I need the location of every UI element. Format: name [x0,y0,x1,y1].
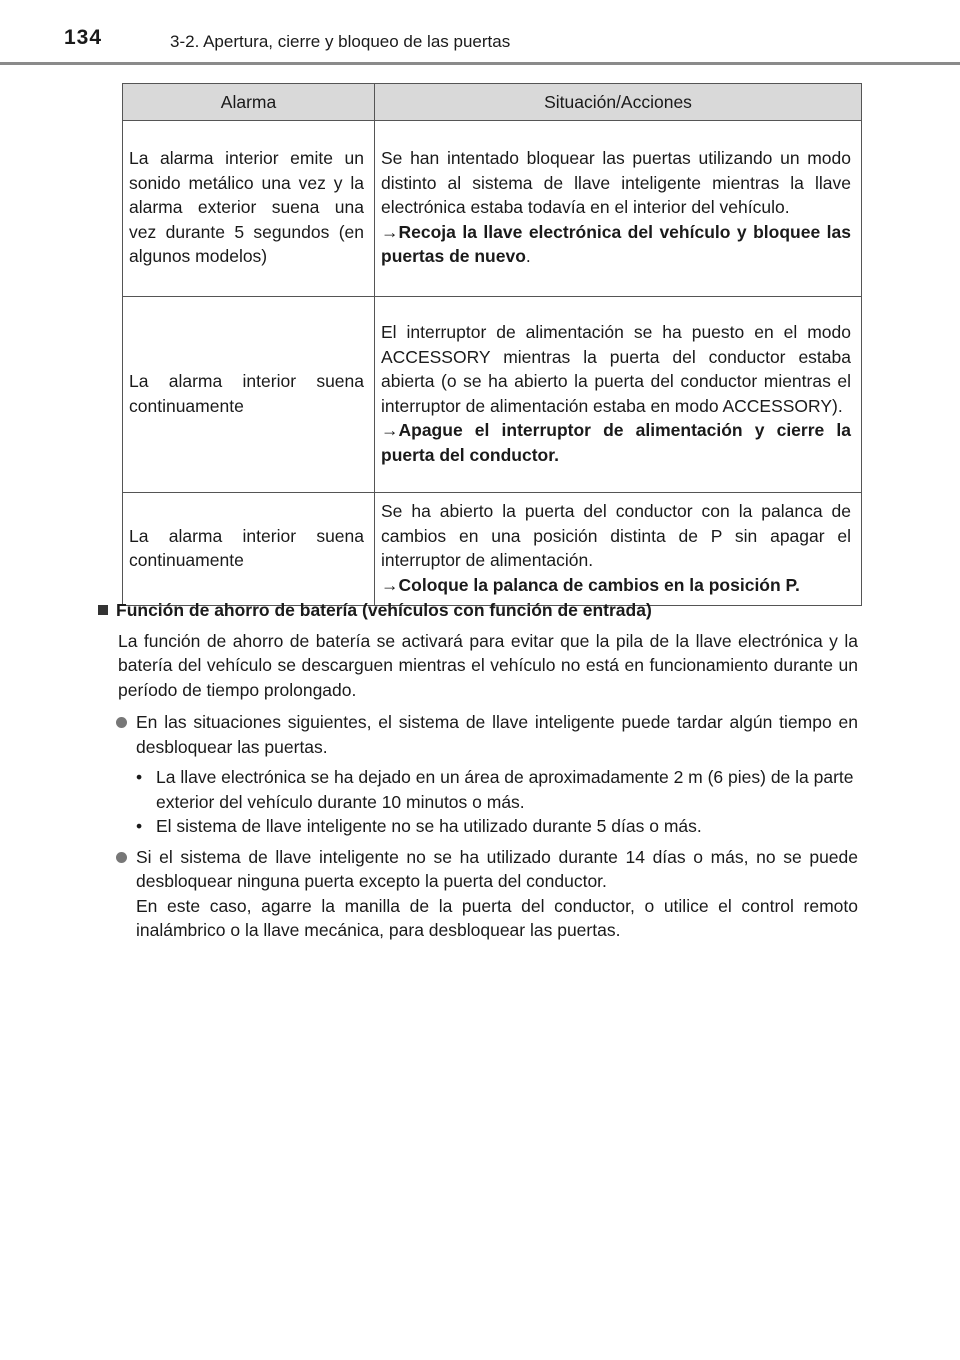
bullet-icon: • [136,816,143,836]
section-title: 3-2. Apertura, cierre y bloqueo de las puertas [170,32,511,51]
sub-list-item-text: El sistema de llave inteligente no se ha utilizado durante 5 días o más. [156,816,702,836]
situation-text: Se ha abierto la puerta del conductor con la palanca de cambios en una posición distinta de P sin apagar el interruptor de alimentación. [381,501,851,570]
situation-cell [375,121,862,297]
action-text [381,418,851,467]
bullet-icon: • [136,767,143,787]
situation-cell [375,493,862,606]
action-text [381,220,851,269]
column-header-situation: Situación/Acciones [375,84,862,121]
header-divider [0,62,960,65]
list-item [136,710,858,759]
circle-bullet-icon [116,852,127,863]
section-heading-text: Función de ahorro de batería (vehículos con función de entrada) [116,600,652,620]
sub-list-item-text: La llave electrónica se ha dejado en un área de aproximadamente 2 m (6 pies) de la parte exterior del vehículo durante 10 minutos o más. [156,767,854,812]
alarm-cell: La alarma interior emite un sonido metálico una vez y la alarma exterior suena una vez durante 5 segundos (en algunos modelos) [123,121,375,297]
column-header-alarm: Alarma [123,84,375,121]
arrow-icon: → [381,221,399,242]
circle-bullet-icon [116,717,127,728]
action-label: Coloque la palanca de cambios en la posición P. [398,574,800,595]
action-text [381,573,851,598]
table-header-row [123,84,862,121]
intro-paragraph: La función de ahorro de batería se activará para evitar que la pila de la llave electrónica y la batería del vehículo se descarguen mientras el vehículo no está en funcionamiento durante un período de tiempo prolongado. [118,630,858,700]
table-row [123,121,862,297]
arrow-icon: → [381,574,399,595]
list-item-text: Si el sistema de llave inteligente no se ha utilizado durante 14 días o más, no se puede desbloquear ninguna puerta excepto la puerta del conductor. [136,846,858,891]
alarm-table [122,83,862,606]
square-bullet-icon [98,605,108,615]
sub-list-item [136,765,858,814]
situation-text: El interruptor de alimentación se ha puesto en el modo ACCESSORY mientras la puerta del conductor estaba abierta (o se ha abierto la puerta del conductor mientras el interruptor de alimentación estaba en modo ACCESSORY). [381,322,851,416]
page-number: 134 [64,26,103,49]
alarm-cell: La alarma interior suena continuamente [123,297,375,493]
list-item [136,845,858,943]
battery-saving-section [98,598,858,949]
situation-cell [375,297,862,493]
sub-list-item [136,814,858,839]
list-item-continuation: En este caso, agarre la manilla de la puerta del conductor, o utilice el control remoto inalámbrico o la llave mecánica, para desbloquear las puertas. [136,895,858,940]
page-header [0,0,960,66]
table-row [123,297,862,493]
situation-text: Se han intentado bloquear las puertas utilizando un modo distinto al sistema de llave inteligente mientras la llave electrónica estaba todavía en el interior del vehículo. [381,148,851,218]
alarm-cell: La alarma interior suena continuamente [123,493,375,606]
sub-list [98,765,858,839]
arrow-icon: → [381,420,399,440]
action-label: Recoja la llave electrónica del vehículo y bloquee las puertas de nuevo [381,221,851,267]
action-label: Apague el interruptor de alimentación y cierre la puerta del conductor. [381,420,851,465]
action-suffix: . [525,246,531,267]
section-heading [98,598,858,623]
list-item-text: En las situaciones siguientes, el sistema de llave inteligente puede tardar algún tiempo en desbloquear las puertas. [136,712,858,757]
table-row [123,493,862,606]
